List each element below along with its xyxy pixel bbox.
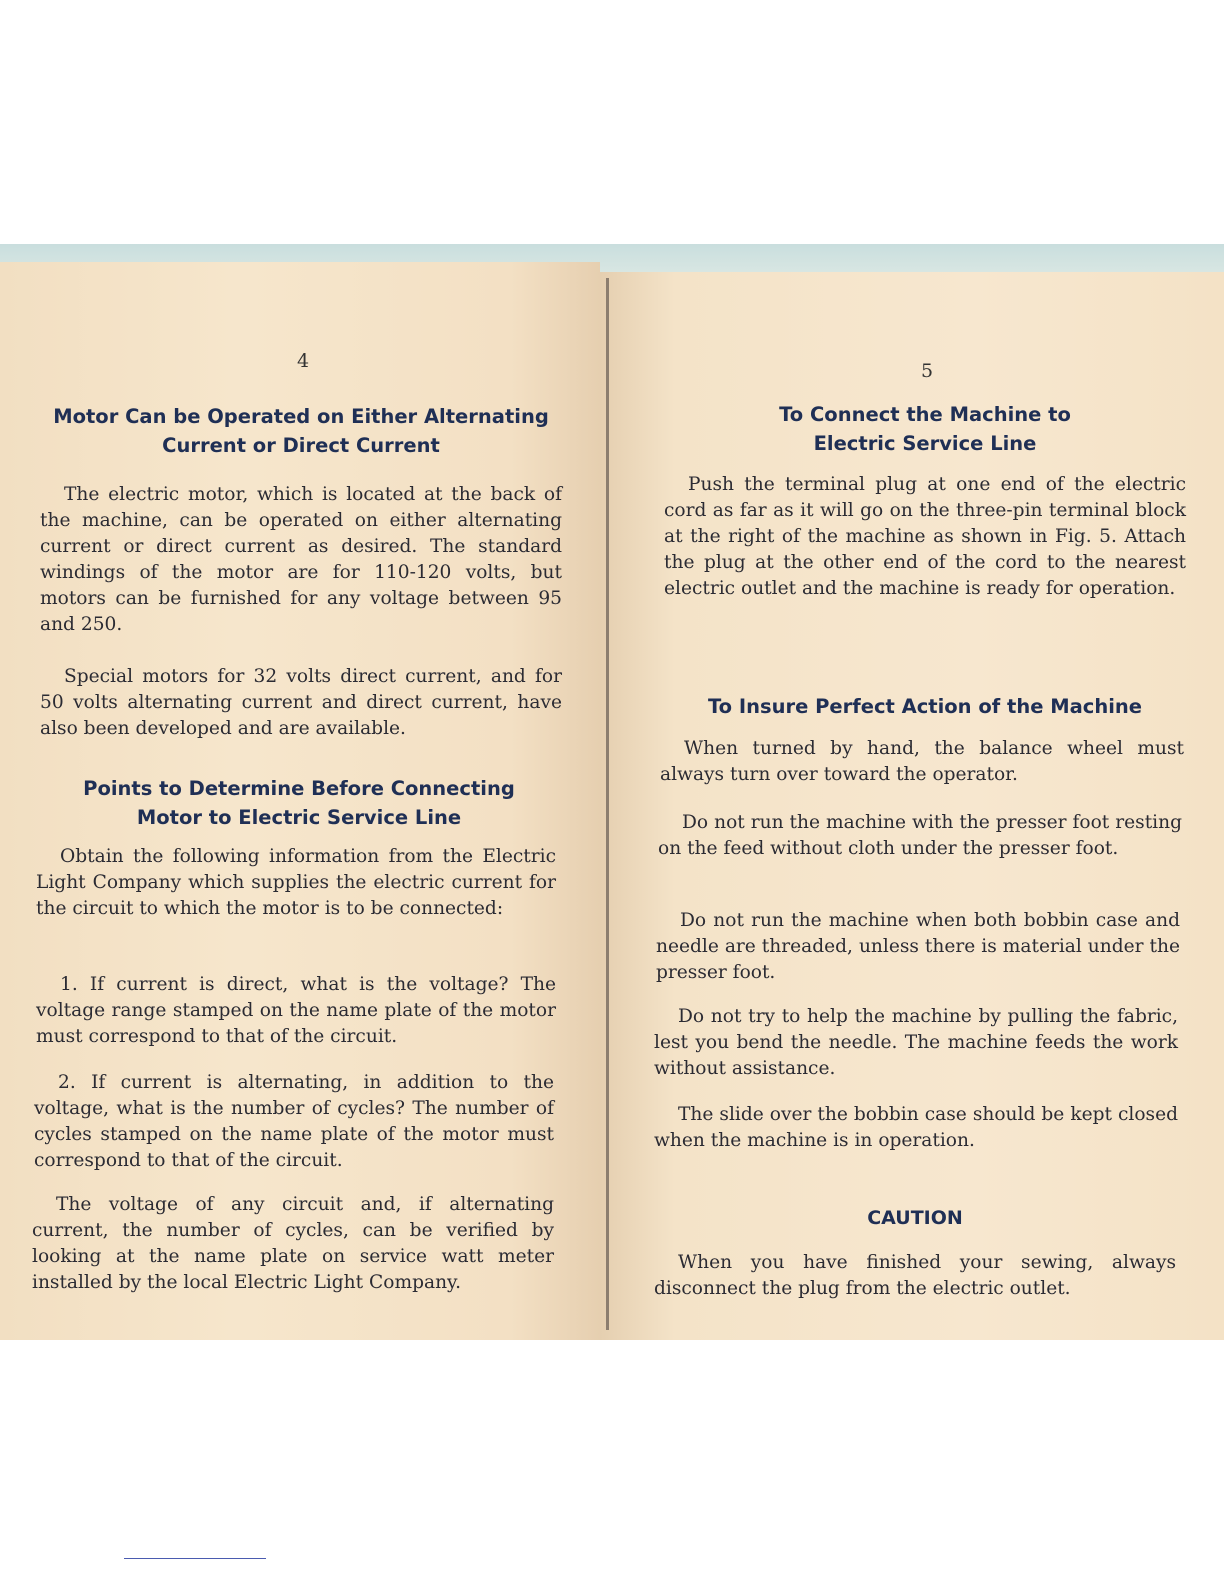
heading-connect-machine: To Connect the Machine to Electric Service Line: [779, 403, 1071, 455]
heading-caution: CAUTION: [867, 1207, 963, 1229]
paragraph-verify-voltage: The voltage of any circuit and, if alternating current, the number of cycles, can be verified by looking at the name plate on service watt meter installed by the local Electric Light Company.: [32, 1194, 554, 1293]
booklet-spread: [0, 262, 1224, 1340]
paragraph-special-motors: Special motors for 32 volts direct current, and for 50 volts alternating current and direct current, have also been developed and are available.: [40, 666, 562, 739]
paragraph-terminal-plug: Push the terminal plug at one end of the electric cord as far as it will go on the three-pin terminal block at the right of the machine as shown in Fig. 5. Attach the plug at the other end of the cord to the nearest electric outlet and the machine is ready for operation.: [664, 474, 1186, 599]
paragraph-balance-wheel: When turned by hand, the balance wheel must always turn over toward the operator.: [660, 738, 1184, 785]
paragraph-presser-foot: Do not run the machine with the presser foot resting on the feed without cloth under the presser foot.: [658, 812, 1182, 859]
heading-points-to-determine: Points to Determine Before Connecting Motor to Electric Service Line: [83, 777, 515, 829]
paragraph-bobbin-slide: The slide over the bobbin case should be kept closed when the machine is in operation.: [654, 1104, 1178, 1151]
heading-insure-perfect-action: To Insure Perfect Action of the Machine: [707, 695, 1143, 718]
paragraph-motor-description: The electric motor, which is located at the back of the machine, can be operated on either alternating current or direct current as desired. The standard windings of the motor are for 110-120 volts, but motors can be furnished for any voltage between 95 and 250.: [40, 484, 562, 635]
page-number-left: 4: [297, 350, 310, 372]
paragraph-direct-current: 1. If current is direct, what is the voltage? The voltage range stamped on the name plate of the motor must correspond to that of the circuit.: [36, 974, 556, 1047]
right-page: [600, 272, 1224, 1340]
paragraph-bobbin-needle: Do not run the machine when both bobbin case and needle are threaded, unless there is material under the presser foot.: [656, 910, 1180, 983]
paragraph-pulling-fabric: Do not try to help the machine by pulling the fabric, lest you bend the needle. The machine feeds the work without assistance.: [654, 1006, 1178, 1079]
footnote-rule: [124, 1558, 266, 1559]
heading-motor-current: Motor Can be Operated on Either Alternating Current or Direct Current: [53, 405, 549, 457]
paragraph-obtain-information: Obtain the following information from the Electric Light Company which supplies the electric current for the circuit to which the motor is to be connected:: [36, 846, 556, 919]
paragraph-disconnect-plug: When you have finished your sewing, always disconnect the plug from the electric outlet.: [654, 1252, 1176, 1299]
left-page: [0, 262, 600, 1340]
page-number-right: 5: [921, 360, 934, 382]
page-gutter: [606, 278, 609, 1330]
paragraph-alternating-current: 2. If current is alternating, in addition to the voltage, what is the number of cycles? The number of cycles stamped on the name plate of the motor must correspond to that of the circuit.: [34, 1072, 554, 1171]
